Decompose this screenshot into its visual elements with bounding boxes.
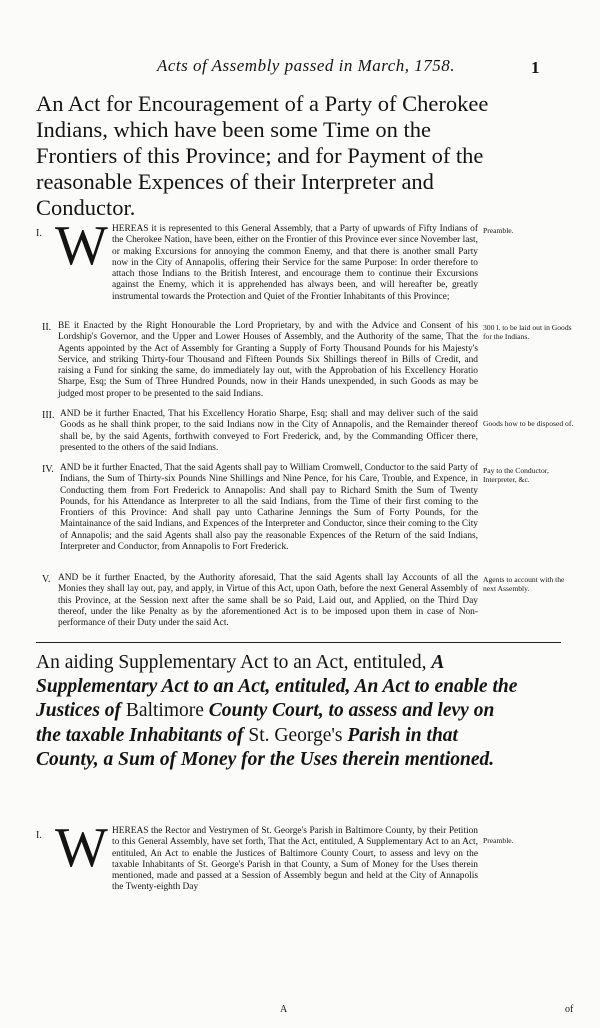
running-head: Acts of Assembly passed in March, 1758. bbox=[156, 56, 456, 75]
catchword: of bbox=[565, 1004, 574, 1015]
act1-title: An Act for Encouragement of a Party of Cherokee Indians, which have been some Time on the Frontiers of this Province; and for Payment of the reasonable Expences of their Interpreter and Conductor. bbox=[36, 91, 489, 220]
section-divider bbox=[36, 642, 561, 643]
section-number: III. bbox=[42, 410, 55, 421]
section-2-text: BE it Enacted by the Right Honourable the Lord Proprietary, by and with the Advice and Consent of his Lordship's Governor, and the Upper and Lower Houses of Assembly, and the Authority of the same, That the Agents appointed by the Act of Assembly for Granting a Supply of Forty Thousand Pounds for his Majesty's Service, and striking Thirty-four Thousand and Fifteen Pounds Six Shillings thereof in Bills of Credit, and raising a Fund for sinking the same, do immediately lay out, with the Approbation of his Excellency Horatio Sharpe, Esq; the Sum of Three Hundred Pounds, now in their Hands unexpended, in such Goods as may be judged most proper to be presented to the said Indians. bbox=[58, 321, 478, 399]
drop-cap: W bbox=[55, 817, 108, 879]
margin-note-5: Agents to account with the next Assembly. bbox=[483, 575, 565, 594]
section-number: I. bbox=[36, 830, 42, 841]
margin-note-1: Preamble. bbox=[483, 226, 514, 235]
signature-mark: A bbox=[280, 1004, 288, 1015]
act2-section-text: HEREAS the Rector and Vestrymen of St. George's Parish in Baltimore County, by their Petition to this General Assembly, have set forth, That the Act, entituled, A Supplementary Act to an Act, entituled, An Act to enable the Justices of Baltimore County Court, to assess and levy on the taxable Inhabitants of St. George's Parish in that County, a Sum of Money for the Uses therein mentioned, made and passed at a Session of Assembly begun and held at the City of Annapolis the Twenty-eighth Day bbox=[112, 826, 478, 893]
section-4-text: AND be it further Enacted, That the said Agents shall pay to William Cromwell, Conductor to the said Party of Indians, the Sum of Thirty-six Pounds Nine Shillings and Nine Pence, for his Care, Trouble, and Expence, in Conducting them from Fort Frederick to Annapolis: And shall pay to Richard Smith the Sum of Twenty Pounds, for his Attendance as Interpreter to all the said Indians, from the Time of their first coming to the Frontiers of this Province: And shall pay unto Catharine Jennings the Sum of Forty Pounds, for the Maintainance of the said Indians, and Expences of the Interpreter and Conductor, since their coming to the City of Annapolis; and the said Agents shall also pay the reasonable Expences of the Return of the said Indians, Interpreter and Conductor, from Annapolis to Fort Frederick. bbox=[60, 463, 478, 553]
margin-note-2: 300 l. to be laid out in Goods for the Indians. bbox=[483, 323, 572, 342]
page-number: 1 bbox=[531, 58, 540, 77]
act2-title-part: A Supplementary Act to an Act, entituled, An Act to enable the Justices of bbox=[36, 652, 518, 722]
act2-title-part: St. George's bbox=[248, 724, 343, 746]
section-5-text: AND be it further Enacted, by the Authority aforesaid, That the said Agents shall lay Accounts of all the Monies they shall lay out, pay, and apply, in Virtue of this Act, upon Oath, before the next General Assembly of this Province, at the Session next after the same shall be so Paid, Laid out, and Applied, on the Third Day thereof, under the like Penalty as by the aforementioned Act is to be imposed upon them in case of Non-performance of their Duty under the said Act. bbox=[58, 573, 478, 629]
margin-note-4: Pay to the Conductor, Interpreter, &c. bbox=[483, 466, 549, 485]
margin-note-act2: Preamble. bbox=[483, 836, 514, 845]
section-number: II. bbox=[42, 322, 52, 333]
section-number: IV. bbox=[42, 464, 54, 475]
act2-title-part: Baltimore bbox=[125, 700, 204, 722]
section-number: I. bbox=[36, 228, 42, 239]
act2-title-part: Parish in that County, a Sum of Money for the Uses therein mentioned. bbox=[36, 724, 495, 770]
margin-note-3: Goods how to be disposed of. bbox=[483, 419, 574, 428]
section-number: V. bbox=[42, 574, 51, 585]
drop-cap: W bbox=[55, 215, 108, 277]
act2-title bbox=[36, 651, 522, 772]
section-3-text: AND be it further Enacted, That his Excellency Horatio Sharpe, Esq; shall and may deliver such of the said Goods as he shall think proper, to the said Indians now in the City of Annapolis, and the Remainder thereof shall be, by the said Agents, forthwith conveyed to Fort Frederick, and, by the Commanding Officer there, presented to the others of the said Indians. bbox=[60, 409, 478, 453]
act2-title-part: An aiding Supplementary Act to an Act, entituled, bbox=[36, 652, 427, 673]
section-1-text: HEREAS it is represented to this General Assembly, that a Party of upwards of Fifty Indians of the Cherokee Nation, have been, either on the Frontier of this Province ever since November last, or making Excursions for annoying the common Enemy, and that there is another small Party now in the City of Annapolis, offering their Service for the same Purpose: In order therefore to attach those Indians to the British Interest, and encourage them to continue their Excursions against the Enemy, which it is apprehended has always been, and will hereafter be, greatly instrumental towards the Protection and Quiet of the Frontier Inhabitants of this Province; bbox=[112, 224, 478, 302]
act2-title-part: County Court, to assess and levy on the taxable Inhabitants of bbox=[36, 700, 495, 746]
